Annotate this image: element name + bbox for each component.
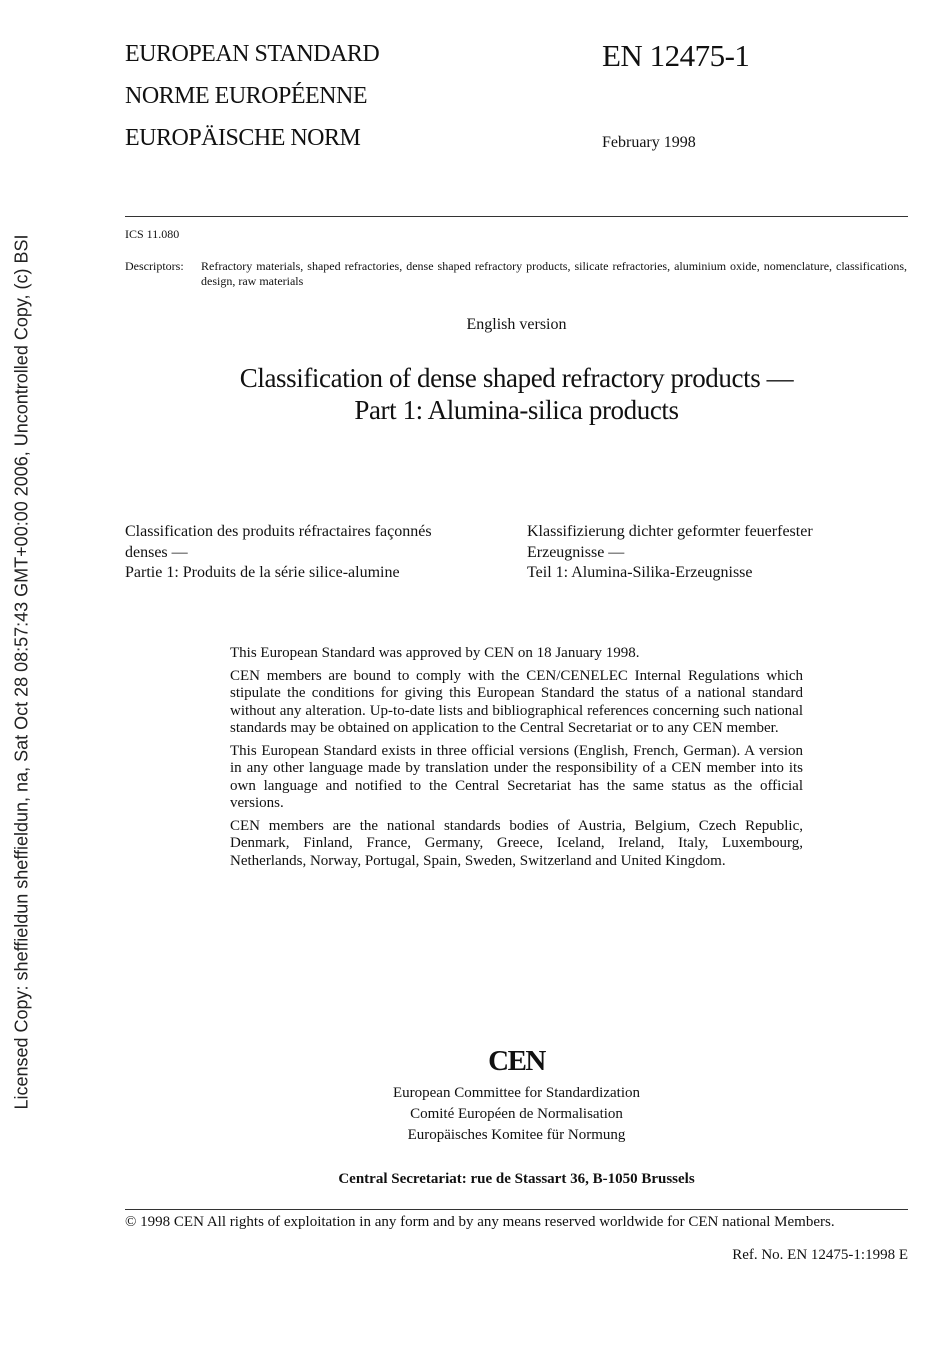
reference-number: Ref. No. EN 12475-1:1998 E: [732, 1247, 908, 1263]
title-line-2: Part 1: Alumina-silica products: [354, 395, 679, 425]
title-line-1: Classification of dense shaped refractory products —: [239, 363, 794, 393]
approval-notice: [230, 645, 803, 875]
french-title: [125, 522, 505, 584]
approval-paragraph: This European Standard exists in three official versions (English, French, German). A version in any other language made by translation under the responsibility of a CEN member into its own language and notified to the Central Secretariat has the same status as the official versions.: [230, 742, 803, 811]
header-divider: [125, 216, 908, 217]
german-title: [527, 522, 907, 584]
language-version: English version: [466, 316, 567, 333]
french-title-line: Partie 1: Produits de la série silice-alumine: [125, 564, 400, 581]
committee-name-english: European Committee for Standardization: [392, 1085, 640, 1101]
approval-paragraph: CEN members are the national standards bodies of Austria, Belgium, Czech Republic, Denmark, Finland, France, Germany, Greece, Iceland, Ireland, Italy, Luxembourg, Netherlands, Norway, Portugal, Spain, Sweden, Switzerland and United Kingdom.: [230, 817, 803, 869]
committee-name-german: Europäisches Komitee für Normung: [407, 1127, 626, 1143]
designation-german: EUROPÄISCHE NORM: [125, 125, 361, 151]
publication-date: February 1998: [602, 134, 696, 151]
standard-number: EN 12475-1: [602, 38, 750, 73]
descriptors-value: Refractory materials, shaped refractories, dense shaped refractory products, silicate refractories, aluminium oxide, nomenclature, classifications, design, raw materials: [201, 259, 907, 288]
french-title-line: Classification des produits réfractaires façonnés: [125, 523, 432, 540]
german-title-line: Erzeugnisse —: [527, 543, 625, 561]
copyright-notice: © 1998 CEN All rights of exploitation in any form and by any means reserved worldwide for CEN national Members.: [125, 1214, 835, 1230]
committee-names: [125, 1083, 908, 1146]
descriptors: [125, 259, 907, 289]
designation-french: NORME EUROPÉENNE: [125, 83, 367, 109]
standard-designation: [125, 42, 379, 168]
approval-paragraph: This European Standard was approved by CEN on 18 January 1998.: [230, 645, 640, 661]
license-watermark: Licensed Copy: sheffieldun sheffieldun, na, Sat Oct 28 08:57:43 GMT+00:00 2006, Uncontrolled Copy, (c) BSI: [11, 234, 32, 1110]
document-title: [125, 362, 908, 426]
french-title-line: denses —: [125, 543, 188, 561]
german-title-line: Teil 1: Alumina-Silika-Erzeugnisse: [527, 564, 753, 581]
footer-divider: [125, 1209, 908, 1210]
cen-logo: CEN: [488, 1045, 545, 1077]
ics-code: ICS 11.080: [125, 227, 180, 241]
descriptors-label: Descriptors:: [125, 259, 184, 273]
german-title-line: Klassifizierung dichter geformter feuerfester: [527, 523, 813, 540]
secretariat-address: Central Secretariat: rue de Stassart 36, B-1050 Brussels: [338, 1171, 695, 1187]
approval-paragraph: CEN members are bound to comply with the CEN/CENELEC Internal Regulations which stipulate the conditions for giving this European Standard the status of a national standard without any alteration. Up-to-date lists and bibliographical references concerning such national standards may be obtained on application to the Central Secretariat or to any CEN member.: [230, 667, 803, 736]
committee-name-french: Comité Européen de Normalisation: [410, 1106, 623, 1122]
designation-english: EUROPEAN STANDARD: [125, 41, 380, 67]
